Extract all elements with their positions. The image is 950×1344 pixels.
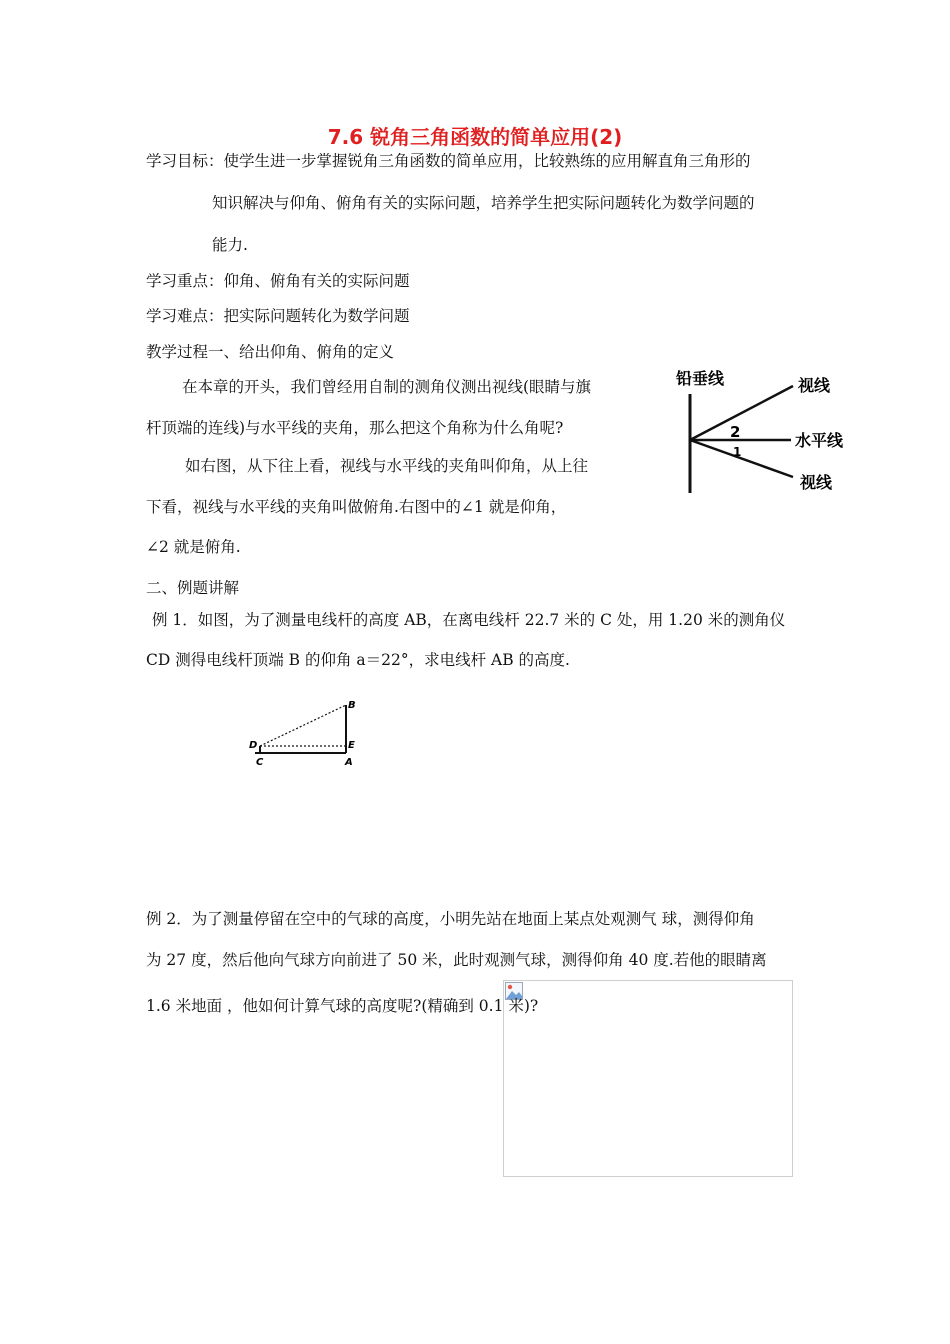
intro-p1-line-2: 杆顶端的连线)与水平线的夹角，那么把这个角称为什么角呢? (146, 419, 564, 437)
sight-line-up (690, 386, 793, 440)
section-2-heading: 二、例题讲解 (146, 579, 240, 597)
angle-2-label: 2 (730, 423, 741, 441)
difficulty: 学习难点：把实际问题转化为数学问题 (146, 307, 410, 325)
angle-definition-figure (670, 360, 870, 500)
point-a-label: A (345, 757, 353, 768)
objectives-line-2: 知识解决与仰角、俯角有关的实际问题，培养学生把实际问题转化为数学问题的 (212, 194, 755, 212)
example-2-line-2: 为 27 度，然后他向气球方向前进了 50 米，此时观测气球，测得仰角 40 度.若他的眼睛离 (146, 951, 767, 969)
objectives-line-3: 能力. (212, 236, 248, 254)
objectives-line-1: 学习目标：使学生进一步掌握锐角三角函数的简单应用，比较熟练的应用解直角三角形的 (146, 152, 751, 170)
sight-line-bottom-label: 视线 (800, 473, 833, 492)
point-d-label: D (249, 740, 258, 751)
point-e-label: E (348, 740, 355, 751)
example-1-line-2: CD 测得电线杆顶端 B 的仰角 a＝22°，求电线杆 AB 的高度. (146, 651, 570, 669)
sight-line-down (690, 440, 793, 477)
intro-p1-line-1: 在本章的开头，我们曾经用自制的测角仪测出视线(眼睛与旗 (182, 378, 592, 396)
pole-figure (240, 695, 370, 770)
teaching-process-heading: 教学过程一、给出仰角、俯角的定义 (146, 343, 395, 361)
horizontal-line-label: 水平线 (795, 431, 844, 450)
objectives-label: 学习目标： (146, 152, 224, 170)
example-2-line-1: 例 2．为了测量停留在空中的气球的高度，小明先站在地面上某点处观测气 球，测得仰角 (146, 910, 755, 928)
point-b-label: B (348, 700, 356, 711)
intro-p2-line-3: ∠2 就是俯角. (146, 538, 241, 556)
sight-line-top-label: 视线 (798, 376, 831, 395)
page-title: 7.6 锐角三角函数的简单应用(2) (327, 125, 623, 149)
sight-line-db (260, 705, 346, 746)
angle-1-label: 1 (733, 445, 742, 459)
point-c-label: C (256, 757, 264, 768)
key-point: 学习重点：仰角、俯角有关的实际问题 (146, 272, 410, 290)
example-1-line-1: 例 1．如图，为了测量电线杆的高度 AB，在离电线杆 22.7 米的 C 处，用 1.20 米的测角仪 (152, 611, 786, 629)
example-2-line-3: 1.6 米地面 ，他如何计算气球的高度呢?(精确到 0.1 米)? (146, 997, 539, 1015)
intro-p2-line-2: 下看，视线与水平线的夹角叫做俯角.右图中的∠1 就是仰角， (146, 498, 567, 516)
plumb-line-label: 铅垂线 (676, 369, 725, 388)
broken-image-placeholder (503, 980, 793, 1177)
intro-p2-line-1: 如右图，从下往上看，视线与水平线的夹角叫仰角，从上往 (185, 457, 589, 475)
